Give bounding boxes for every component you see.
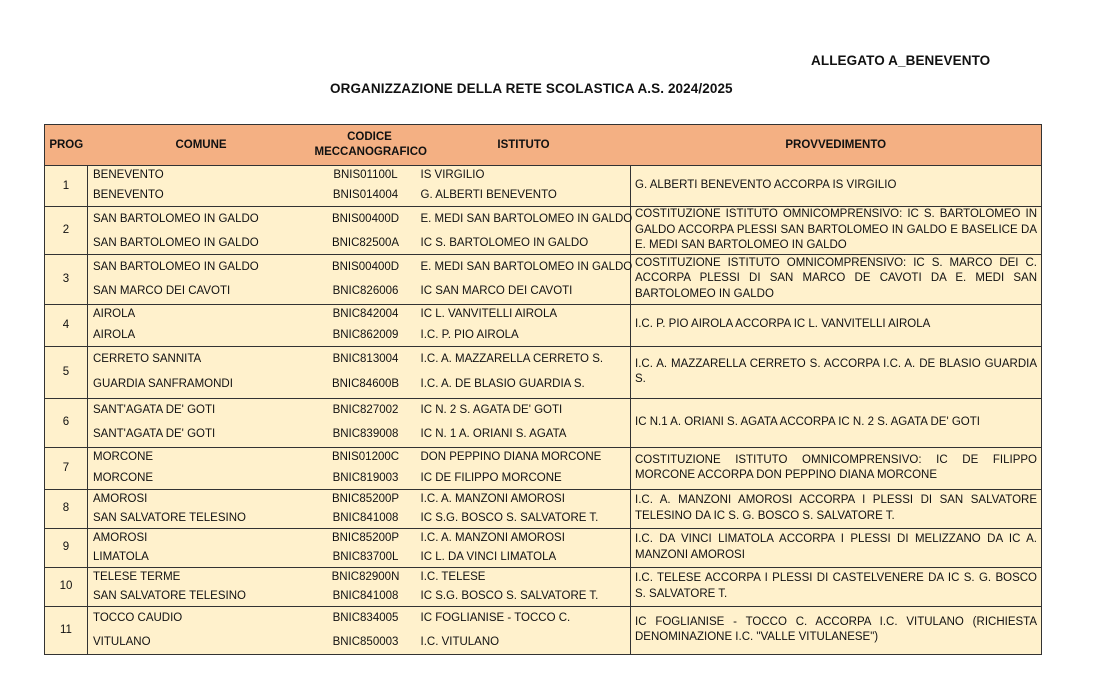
istituto-cell: IC L. DA VINCI LIMATOLA — [417, 548, 631, 567]
codice-cell: BNIC84600B — [315, 372, 417, 398]
istituto-cell: I.C. VITULANO — [417, 631, 631, 654]
comune-cell: SAN SALVATORE TELESINO — [88, 509, 315, 528]
header-comune: COMUNE — [88, 125, 315, 166]
comune-cell: SAN BARTOLOMEO IN GALDO — [88, 233, 315, 254]
istituto-cell: IS VIRGILIO — [417, 166, 631, 186]
istituto-cell: I.C. A. MAZZARELLA CERRETO S. — [417, 346, 631, 372]
istituto-cell: I.C. A. MANZONI AMOROSI — [417, 489, 631, 509]
table-row — [45, 606, 1042, 631]
codice-cell: BNIC82500A — [315, 233, 417, 254]
prog-cell: 11 — [45, 606, 88, 654]
provvedimento-cell: I.C. A. MAZZARELLA CERRETO S. ACCORPA I.C. A. DE BLASIO GUARDIA S. — [631, 346, 1042, 398]
comune-cell: MORCONE — [88, 447, 315, 468]
codice-cell: BNIC862009 — [315, 325, 417, 346]
comune-cell: AMOROSI — [88, 489, 315, 509]
provvedimento-cell: COSTITUZIONE ISTITUTO OMNICOMPRENSIVO: IC DE FILIPPO MORCONE ACCORPA DON PEPPINO DIANA MORCONE — [631, 447, 1042, 489]
prog-cell: 4 — [45, 304, 88, 346]
istituto-cell: E. MEDI SAN BARTOLOMEO IN GALDO — [417, 207, 631, 233]
prog-cell: 10 — [45, 567, 88, 606]
prog-cell: 6 — [45, 398, 88, 447]
school-network-table — [44, 124, 1042, 655]
istituto-cell: I.C. P. PIO AIROLA — [417, 325, 631, 346]
comune-cell: SANT'AGATA DE' GOTI — [88, 398, 315, 423]
comune-cell: SAN BARTOLOMEO IN GALDO — [88, 254, 315, 280]
istituto-cell: IC S.G. BOSCO S. SALVATORE T. — [417, 587, 631, 606]
comune-cell: VITULANO — [88, 631, 315, 654]
comune-cell: SAN BARTOLOMEO IN GALDO — [88, 207, 315, 233]
codice-cell: BNIC834005 — [315, 606, 417, 631]
codice-cell: BNIC841008 — [315, 509, 417, 528]
codice-cell: BNIS00400D — [315, 207, 417, 233]
istituto-cell: IC DE FILIPPO MORCONE — [417, 468, 631, 489]
provvedimento-cell: I.C. DA VINCI LIMATOLA ACCORPA I PLESSI DI MELIZZANO DA IC A. MANZONI AMOROSI — [631, 528, 1042, 567]
codice-cell: BNIC841008 — [315, 587, 417, 606]
comune-cell: BENEVENTO — [88, 186, 315, 207]
prog-cell: 9 — [45, 528, 88, 567]
istituto-cell: IC L. VANVITELLI AIROLA — [417, 304, 631, 325]
table-row — [45, 447, 1042, 468]
codice-cell: BNIS014004 — [315, 186, 417, 207]
table-body — [45, 166, 1042, 655]
table-row — [45, 567, 1042, 587]
table-row — [45, 254, 1042, 280]
istituto-cell: I.C. A. MANZONI AMOROSI — [417, 528, 631, 548]
prog-cell: 2 — [45, 207, 88, 255]
codice-cell: BNIC83700L — [315, 548, 417, 567]
allegato-label: ALLEGATO A_BENEVENTO — [811, 53, 991, 68]
codice-cell: BNIS01100L — [315, 166, 417, 186]
comune-cell: SAN SALVATORE TELESINO — [88, 587, 315, 606]
table-row — [45, 346, 1042, 372]
comune-cell: CERRETO SANNITA — [88, 346, 315, 372]
prog-cell: 3 — [45, 254, 88, 304]
prog-cell: 8 — [45, 489, 88, 528]
prog-cell: 5 — [45, 346, 88, 398]
istituto-cell: I.C. A. DE BLASIO GUARDIA S. — [417, 372, 631, 398]
provvedimento-cell: I.C. P. PIO AIROLA ACCORPA IC L. VANVITELLI AIROLA — [631, 304, 1042, 346]
table-header-row — [45, 125, 1042, 166]
provvedimento-cell: IC FOGLIANISE - TOCCO C. ACCORPA I.C. VITULANO (RICHIESTA DENOMINAZIONE I.C. "VALLE VITULANESE") — [631, 606, 1042, 654]
table-row — [45, 398, 1042, 423]
header-provvedimento: PROVVEDIMENTO — [631, 125, 1042, 166]
codice-cell: BNIC85200P — [315, 528, 417, 548]
istituto-cell: E. MEDI SAN BARTOLOMEO IN GALDO — [417, 254, 631, 280]
comune-cell: SANT'AGATA DE' GOTI — [88, 423, 315, 447]
codice-cell: BNIC827002 — [315, 398, 417, 423]
codice-cell: BNIC813004 — [315, 346, 417, 372]
codice-cell: BNIS00400D — [315, 254, 417, 280]
comune-cell: TELESE TERME — [88, 567, 315, 587]
document-title: ORGANIZZAZIONE DELLA RETE SCOLASTICA A.S. 2024/2025 — [330, 81, 733, 96]
table-row — [45, 207, 1042, 233]
codice-cell: BNIC850003 — [315, 631, 417, 654]
istituto-cell: DON PEPPINO DIANA MORCONE — [417, 447, 631, 468]
comune-cell: LIMATOLA — [88, 548, 315, 567]
provvedimento-cell: COSTITUZIONE ISTITUTO OMNICOMPRENSIVO: IC S. BARTOLOMEO IN GALDO ACCORPA PLESSI SAN BARTOLOMEO IN GALDO E BASELICE DA E. MEDI SAN BARTOLOMEO IN GALDO — [631, 207, 1042, 255]
codice-cell: BNIC839008 — [315, 423, 417, 447]
istituto-cell: IC FOGLIANISE - TOCCO C. — [417, 606, 631, 631]
comune-cell: SAN MARCO DEI CAVOTI — [88, 280, 315, 304]
prog-cell: 7 — [45, 447, 88, 489]
istituto-cell: G. ALBERTI BENEVENTO — [417, 186, 631, 207]
codice-cell: BNIC819003 — [315, 468, 417, 489]
comune-cell: AIROLA — [88, 325, 315, 346]
codice-cell: BNIC82900N — [315, 567, 417, 587]
istituto-cell: I.C. TELESE — [417, 567, 631, 587]
codice-cell: BNIC826006 — [315, 280, 417, 304]
provvedimento-cell: IC N.1 A. ORIANI S. AGATA ACCORPA IC N. 2 S. AGATA DE' GOTI — [631, 398, 1042, 447]
codice-cell: BNIS01200C — [315, 447, 417, 468]
header-istituto: ISTITUTO — [417, 125, 631, 166]
comune-cell: BENEVENTO — [88, 166, 315, 186]
table-row — [45, 166, 1042, 186]
table-row — [45, 489, 1042, 509]
provvedimento-cell: G. ALBERTI BENEVENTO ACCORPA IS VIRGILIO — [631, 166, 1042, 207]
provvedimento-cell: I.C. TELESE ACCORPA I PLESSI DI CASTELVENERE DA IC S. G. BOSCO S. SALVATORE T. — [631, 567, 1042, 606]
comune-cell: AMOROSI — [88, 528, 315, 548]
provvedimento-cell: COSTITUZIONE ISTITUTO OMNICOMPRENSIVO: IC S. MARCO DEI C. ACCORPA PLESSI DI SAN MARCO DE CAVOTI DA E. MEDI SAN BARTOLOMEO IN GALDO — [631, 254, 1042, 304]
table-row — [45, 528, 1042, 548]
codice-cell: BNIC85200P — [315, 489, 417, 509]
table-row — [45, 304, 1042, 325]
istituto-cell: IC S. BARTOLOMEO IN GALDO — [417, 233, 631, 254]
istituto-cell: IC N. 2 S. AGATA DE' GOTI — [417, 398, 631, 423]
istituto-cell: IC S.G. BOSCO S. SALVATORE T. — [417, 509, 631, 528]
header-prog: PROG — [45, 125, 88, 166]
codice-cell: BNIC842004 — [315, 304, 417, 325]
header-codice — [314, 125, 427, 166]
comune-cell: AIROLA — [88, 304, 315, 325]
provvedimento-cell: I.C. A. MANZONI AMOROSI ACCORPA I PLESSI DI SAN SALVATORE TELESINO DA IC S. G. BOSCO S. SALVATORE T. — [631, 489, 1042, 528]
comune-cell: TOCCO CAUDIO — [88, 606, 315, 631]
prog-cell: 1 — [45, 166, 88, 207]
comune-cell: GUARDIA SANFRAMONDI — [88, 372, 315, 398]
header-codice-label: CODICE MECCANOGRAFICO — [314, 131, 427, 158]
istituto-cell: IC N. 1 A. ORIANI S. AGATA — [417, 423, 631, 447]
istituto-cell: IC SAN MARCO DEI CAVOTI — [417, 280, 631, 304]
comune-cell: MORCONE — [88, 468, 315, 489]
